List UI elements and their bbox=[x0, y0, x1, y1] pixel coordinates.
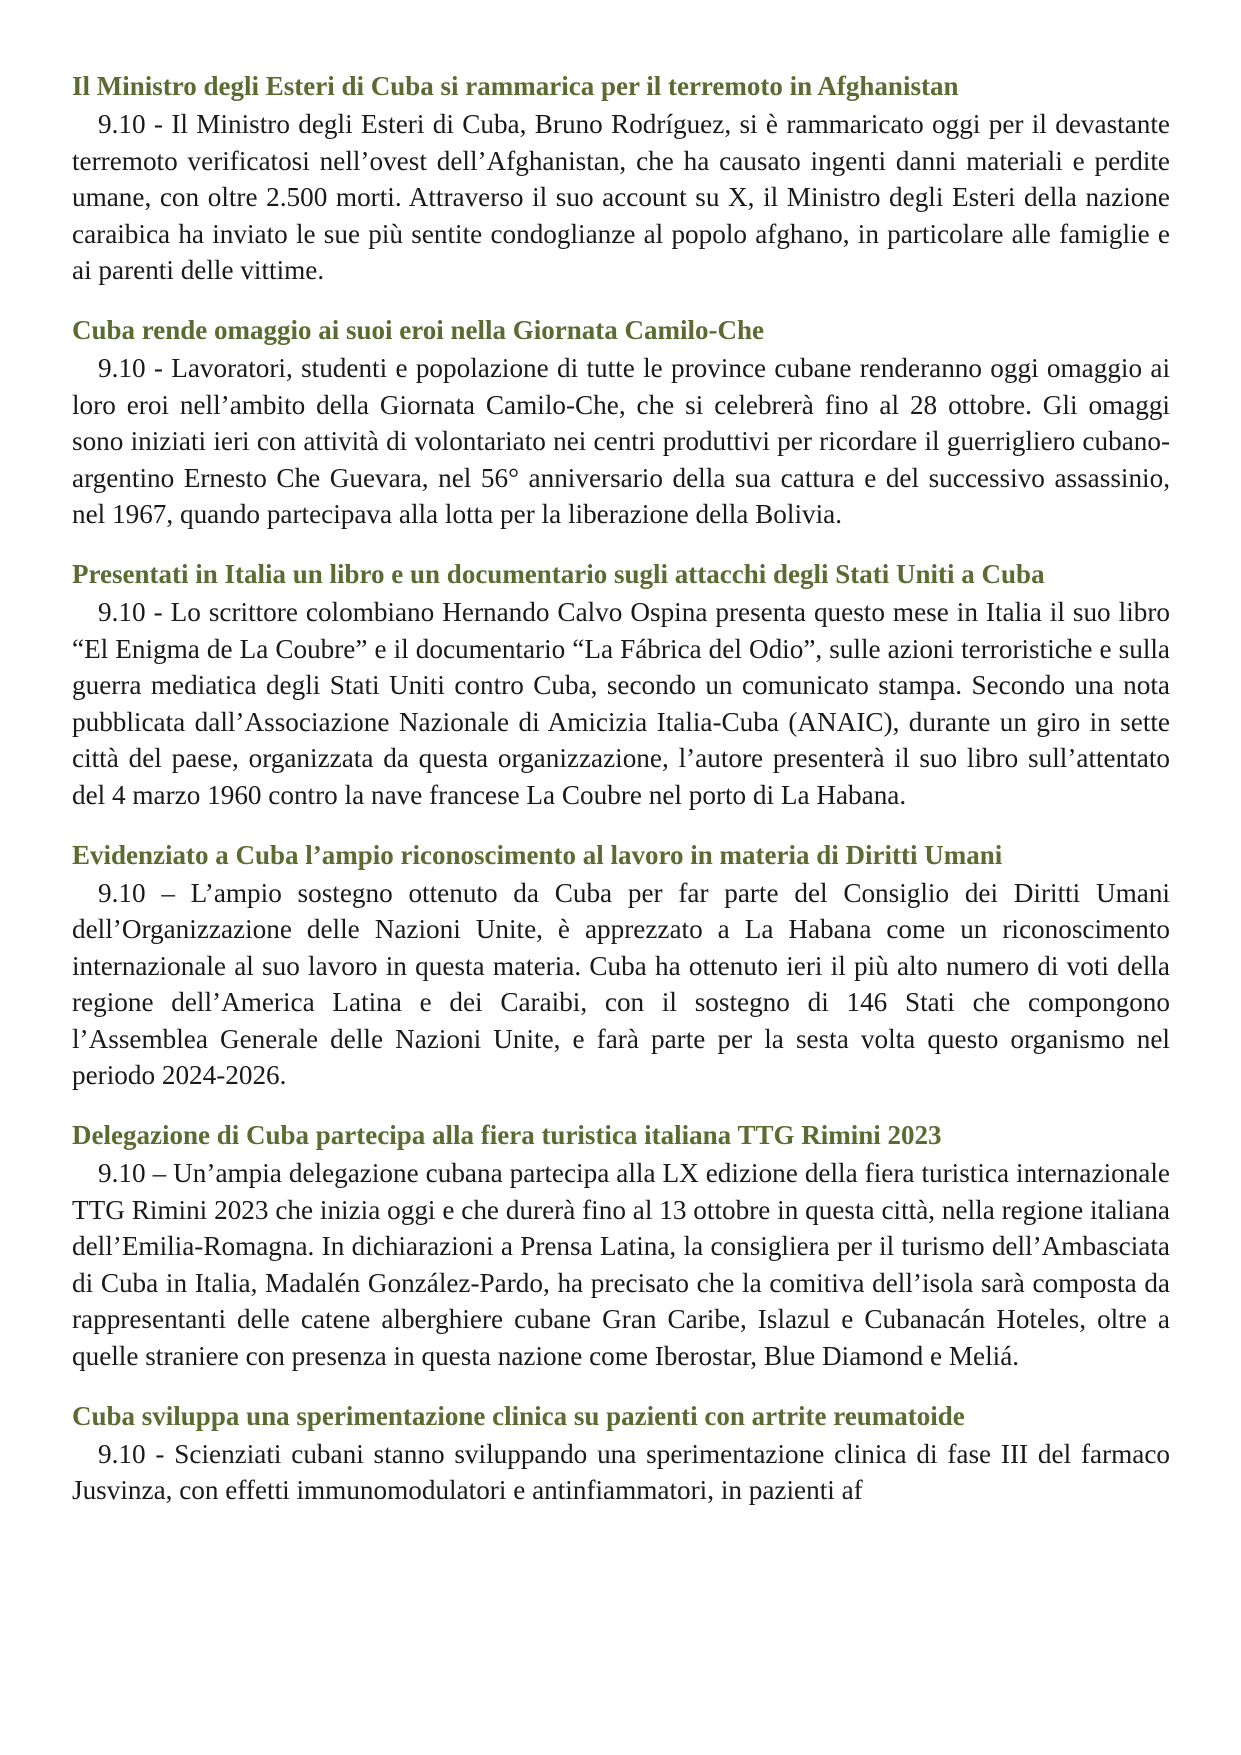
article-body: 9.10 – L’ampio sostegno ottenuto da Cuba per far parte del Consiglio dei Diritti Umani dell’Organizzazione delle Nazioni Unite, è apprezzato a La Habana come un riconoscimento internazionale al suo lavoro in questa materia. Cuba ha ottenuto ieri il più alto numero di voti della regione dell’America Latina e dei Caraibi, con il sostegno di 146 Stati che compongono l’Assemblea Generale delle Nazioni Unite, e farà parte per la sesta volta questo organismo nel periodo 2024-2026. bbox=[72, 877, 1170, 1091]
article-2 bbox=[72, 312, 1170, 533]
article-body: 9.10 - Lavoratori, studenti e popolazione di tutte le province cubane renderanno oggi omaggio ai loro eroi nell’ambito della Giornata Camilo-Che, che si celebrerà fino al 28 ottobre. Gli omaggi sono iniziati ieri con attività di volontariato nei centri produttivi per ricordare il guerrigliero cubano-argentino Ernesto Che Guevara, nel 56° anniversario della sua cattura e del successivo assassinio, nel 1967, quando partecipava alla lotta per la liberazione della Bolivia. bbox=[72, 352, 1170, 530]
article-headline: Delegazione di Cuba partecipa alla fiera turistica italiana TTG Rimini 2023 bbox=[72, 1120, 942, 1151]
article-body: 9.10 - Il Ministro degli Esteri di Cuba, Bruno Rodríguez, si è rammaricato oggi per il devastante terremoto verificatosi nell’ovest dell’Afghanistan, che ha causato ingenti danni materiali e perdite umane, con oltre 2.500 morti. Attraverso il suo account su X, il Ministro degli Esteri della nazione caraibica ha inviato le sue più sentite condoglianze al popolo afghano, in particolare alle famiglie e ai parenti delle vittime. bbox=[72, 109, 1170, 286]
article-body: 9.10 – Un’ampia delegazione cubana partecipa alla LX edizione della fiera turistica internazionale TTG Rimini 2023 che inizia oggi e che durerà fino al 13 ottobre in questa città, nella regione italiana dell’Emilia-Romagna. In dichiarazioni a Prensa Latina, la consigliera per il turismo dell’Ambasciata di Cuba in Italia, Madalén González-Pardo, ha precisato che la comitiva dell’isola sarà composta da rappresentanti delle catene alberghiere cubane Gran Caribe, Islazul e Cubanacán Hoteles, oltre a quelle straniere con presenza in questa nazione come Iberostar, Blue Diamond e Meliá. bbox=[72, 1158, 1170, 1372]
article-5 bbox=[72, 1117, 1170, 1375]
article-6 bbox=[72, 1398, 1170, 1509]
article-3 bbox=[72, 556, 1170, 814]
article-4 bbox=[72, 837, 1170, 1095]
article-headline: Cuba sviluppa una sperimentazione clinica su pazienti con artrite reumatoide bbox=[72, 1400, 965, 1431]
document-page bbox=[72, 68, 1170, 1532]
article-1 bbox=[72, 68, 1170, 289]
article-headline: Il Ministro degli Esteri di Cuba si rammarica per il terremoto in Afghanistan bbox=[72, 71, 959, 101]
article-headline: Cuba rende omaggio ai suoi eroi nella Giornata Camilo-Che bbox=[72, 314, 765, 345]
article-headline: Evidenziato a Cuba l’ampio riconoscimento al lavoro in materia di Diritti Umani bbox=[72, 839, 1003, 870]
article-body: 9.10 - Scienziati cubani stanno sviluppando una sperimentazione clinica di fase III del farmaco Jusvinza, con effetti immunomodulatori e antinfiammatori, in pazienti af bbox=[72, 1438, 1170, 1506]
article-body: 9.10 - Lo scrittore colombiano Hernando Calvo Ospina presenta questo mese in Italia il suo libro “El Enigma de La Coubre” e il documentario “La Fábrica del Odio”, sulle azioni terroristiche e sulla guerra mediatica degli Stati Uniti contro Cuba, secondo un comunicato stampa. Secondo una nota pubblicata dall’Associazione Nazionale di Amicizia Italia-Cuba (ANAIC), durante un giro in sette città del paese, organizzata da questa organizzazione, l’autore presenterà il suo libro sull’attentato del 4 marzo 1960 contro la nave francese La Coubre nel porto di La Habana. bbox=[72, 596, 1170, 810]
article-headline: Presentati in Italia un libro e un documentario sugli attacchi degli Stati Uniti a Cuba bbox=[72, 558, 1045, 589]
